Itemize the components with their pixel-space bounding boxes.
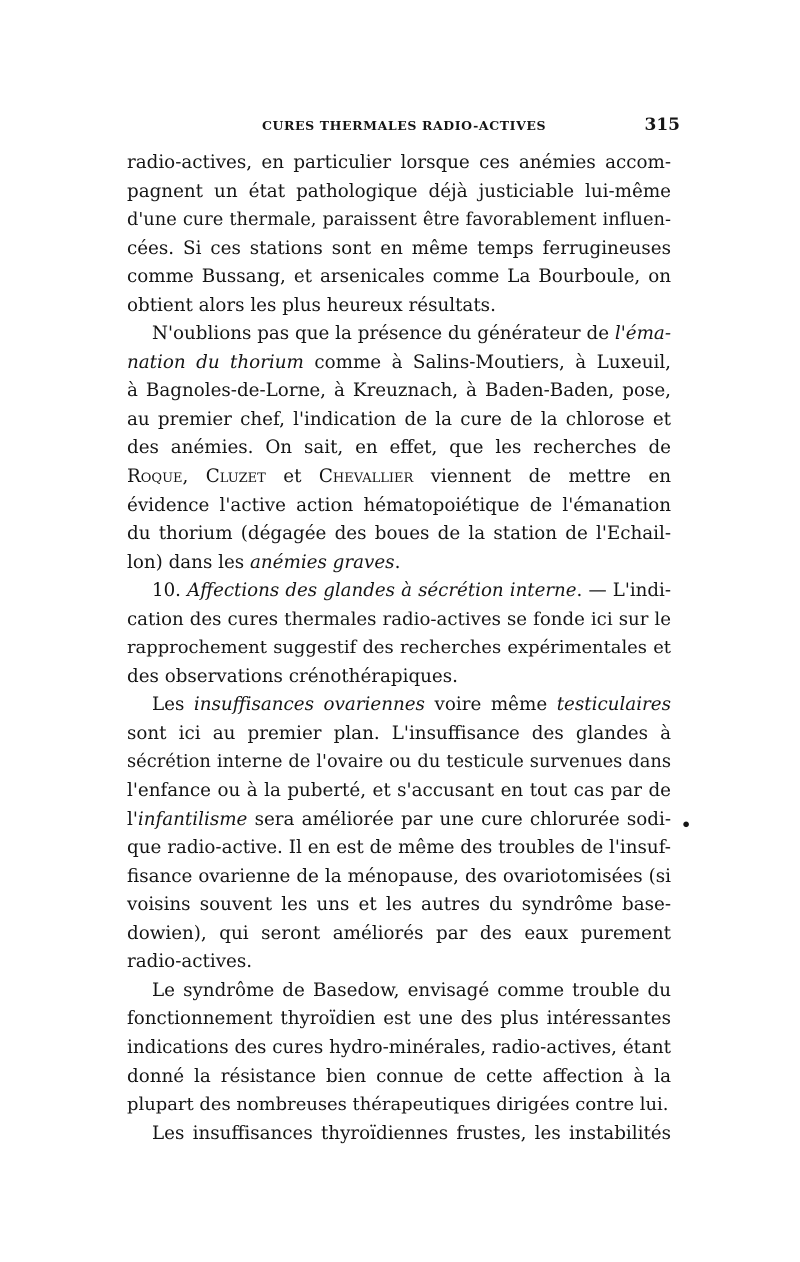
text-line: rapprochement suggestif des recherches expérimentales et <box>127 637 671 659</box>
margin-mark: • <box>681 815 692 834</box>
running-head-title: CURES THERMALES RADIO-ACTIVES <box>262 118 547 133</box>
text-line: radio-actives, en particulier lorsque ces anémies accom- <box>127 152 671 173</box>
text-line: obtient alors les plus heureux résultats. <box>127 294 496 316</box>
text-line: l'enfance ou à la puberté, et s'accusant en tout cas par de <box>127 780 671 802</box>
text-line: à Bagnoles-de-Lorne, à Kreuznach, à Baden-Baden, pose, <box>127 380 671 402</box>
text-line: donné la résistance bien connue de cette affection à la <box>127 1065 671 1087</box>
text-line: d'une cure thermale, paraissent être favorablement influen- <box>127 209 671 231</box>
body-text <box>127 149 671 1148</box>
section-heading-line: 10. Affections des glandes à sécrétion interne. — L'indi- <box>152 580 671 602</box>
text-line: N'oublions pas que la présence du générateur de l'éma- <box>152 323 671 345</box>
text-line: Le syndrôme de Basedow, envisagé comme trouble du <box>152 979 671 1001</box>
text-line: du thorium (dégagée des boues de la station de l'Echail- <box>127 523 671 545</box>
text-line: que radio-active. Il en est de même des troubles de l'insuf- <box>127 837 671 859</box>
text-line: sécrétion interne de l'ovaire ou du testicule survenues dans <box>127 751 671 773</box>
text-line: radio-actives. <box>127 951 253 973</box>
page-number: 315 <box>644 115 680 135</box>
text-line: comme Bussang, et arsenicales comme La Bourboule, on <box>127 266 671 288</box>
text-line: sont ici au premier plan. L'insuffisance des glandes à <box>127 722 671 744</box>
running-header <box>128 116 680 140</box>
text-line: plupart des nombreuses thérapeutiques dirigées contre lui. <box>127 1094 669 1116</box>
text-line: nation du thorium comme à Salins-Moutiers, à Luxeuil, <box>127 351 671 373</box>
text-line: cation des cures thermales radio-actives se fonde ici sur le <box>127 608 671 630</box>
text-line: au premier chef, l'indication de la cure de la chlorose et <box>127 408 671 430</box>
text-line: fisance ovarienne de la ménopause, des ovariotomisées (si <box>127 865 671 887</box>
text-line: Roque, Cluzet et Chevallier viennent de mettre en <box>127 466 671 488</box>
text-line: Les insuffisances ovariennes voire même testiculaires <box>152 694 671 716</box>
text-line: évidence l'active action hématopoiétique de l'émanation <box>127 494 671 516</box>
text-line: pagnent un état pathologique déjà justiciable lui-même <box>127 180 671 202</box>
text-line: cées. Si ces stations sont en même temps ferrugineuses <box>127 237 671 259</box>
text-line: dowien), qui seront améliorés par des eaux purement <box>127 922 671 944</box>
text-line: indications des cures hydro-minérales, radio-actives, étant <box>127 1036 671 1058</box>
text-line: des anémies. On sait, en effet, que les recherches de <box>127 437 671 459</box>
text-line: voisins souvent les uns et les autres du syndrôme base- <box>127 894 671 916</box>
text-line: des observations crénothérapiques. <box>127 665 458 687</box>
text-line: l'infantilisme sera améliorée par une cure chlorurée sodi- <box>127 808 671 830</box>
text-line: Les insuffisances thyroïdiennes frustes, les instabilités <box>152 1122 671 1144</box>
text-line: fonctionnement thyroïdien est une des plus intéressantes <box>127 1008 671 1030</box>
text-line: lon) dans les anémies graves. <box>127 551 401 573</box>
